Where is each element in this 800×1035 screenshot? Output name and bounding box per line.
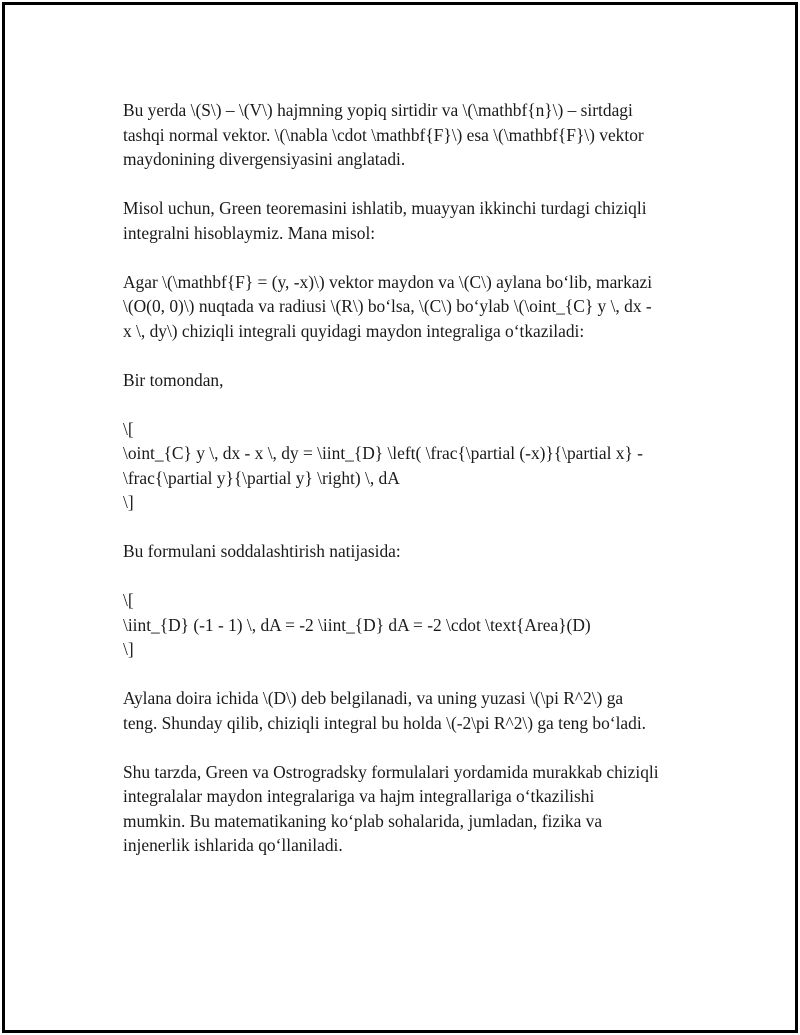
page-frame xyxy=(2,2,798,1033)
paragraph-conclusion: Shu tarzda, Green va Ostrogradsky formulalari yordamida murakkab chiziqli integralalar maydon integralariga va hajm integrallariga o‘tkazilishi mumkin. Bu matematikaning ko‘plab sohalarida, jumladan, fizika va injenerlik ishlarida qo‘llaniladi. xyxy=(123,761,659,855)
paragraph-example-intro: Misol uchun, Green teoremasini ishlatib, muayyan ikkinchi turdagi chiziqli integralni hisoblaymiz. Mana misol: xyxy=(123,198,647,243)
paragraph-circle-area: Aylana doira ichida \(D\) deb belgilanadi, va uning yuzasi \(\pi R^2\) ga teng. Shunday qilib, chiziqli integral bu holda \(-2\pi R^2\) ga teng bo‘ladi. xyxy=(123,688,647,733)
formula-area-result: \[ \iint_{D} (-1 - 1) \, dA = -2 \iint_{D} dA = -2 \cdot \text{Area}(D) \] xyxy=(123,590,591,659)
paragraph-surface-normal: Bu yerda \(S\) – \(V\) hajmning yopiq sirtidir va \(\mathbf{n}\) – sirtdagi tashqi normal vektor. \(\nabla \cdot \mathbf{F}\) esa \(\mathbf{F}\) vektor maydonining divergensiyasini anglatadi. xyxy=(123,100,644,169)
document-body xyxy=(123,98,698,882)
formula-green-theorem: \[ \oint_{C} y \, dx - x \, dy = \iint_{D} \left( \frac{\partial (-x)}{\partial x} - \frac{\partial y}{\partial y} \right) \, dA \] xyxy=(123,418,643,512)
paragraph-simplification: Bu formulani soddalashtirish natijasida: xyxy=(123,541,401,561)
paragraph-on-one-hand: Bir tomondan, xyxy=(123,369,224,390)
paragraph-vector-field: Agar \(\mathbf{F} = (y, -x)\) vektor maydon va \(C\) aylana bo‘lib, markazi \(O(0, 0)\) nuqtada va radiusi \(R\) bo‘lsa, \(C\) bo‘ylab \(\oint_{C} y \, dx - x \, dy\) chiziqli integrali quyidagi maydon integraliga o‘tkaziladi: xyxy=(123,271,653,341)
